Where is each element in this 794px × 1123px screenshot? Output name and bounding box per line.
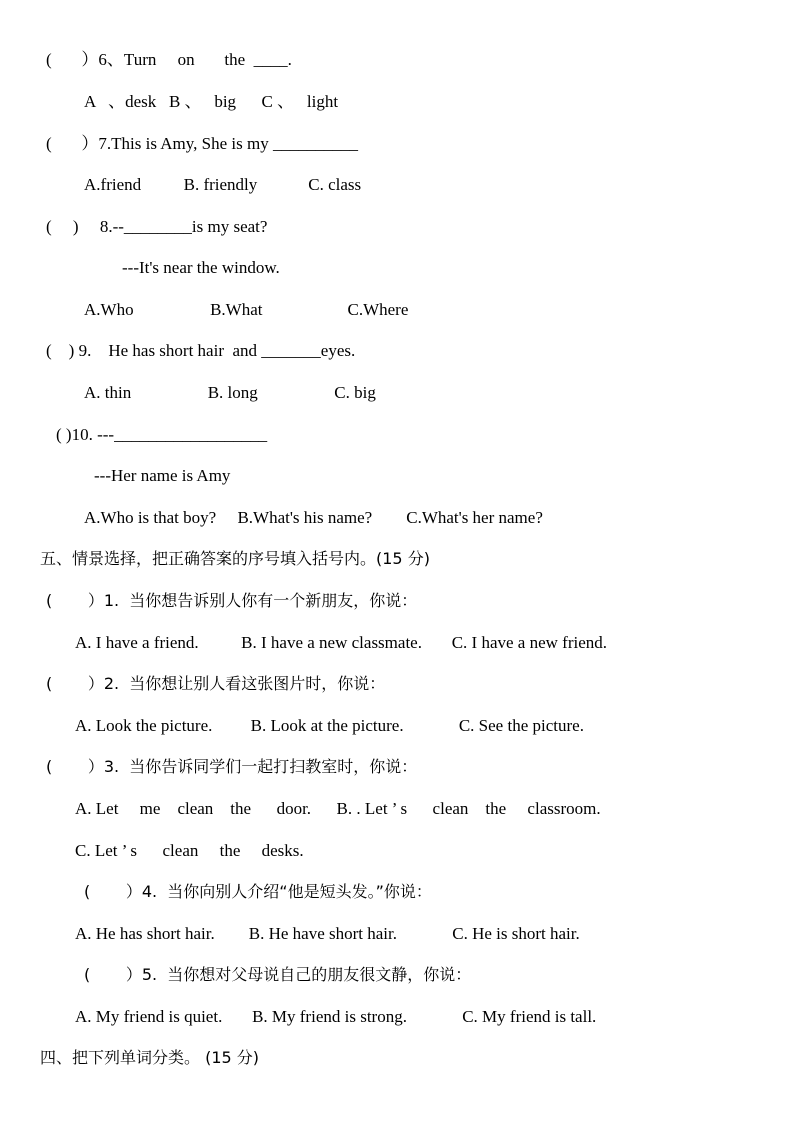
question-8: ( ) 8.--________is my seat? (46, 217, 268, 236)
question-7: ( ）7.This is Amy, She is my __________ (46, 134, 358, 153)
section-4-heading: 四、把下列单词分类。 (15 分) (40, 1048, 260, 1067)
question-6: ( ）6、Turn on the ____. (46, 50, 292, 69)
s5-question-3: ( ）3. 当你告诉同学们一起打扫教室时，你说： (46, 757, 418, 776)
question-9-options: A. thin B. long C. big (84, 383, 376, 402)
question-8-options: A.Who B.What C.Where (84, 300, 409, 319)
s5-question-5-options: A. My friend is quiet. B. My friend is strong. C. My friend is tall. (75, 1007, 597, 1026)
s5-question-3-options: A. Let me clean the door. B. . Let ’ s clean the classroom. (75, 799, 601, 818)
s5-question-4-options: A. He has short hair. B. He have short hair. C. He is short hair. (75, 924, 580, 943)
s5-question-4: ( ）4. 当你向别人介绍“他是短头发。”你说： (84, 882, 432, 901)
question-8-answer: ---It's near the window. (122, 258, 280, 277)
s5-question-5: ( ）5. 当你想对父母说自己的朋友很文静，你说： (84, 965, 472, 984)
s5-question-1: ( ）1. 当你想告诉别人你有一个新朋友，你说： (46, 591, 418, 610)
section-5-heading: 五、情景选择，把正确答案的序号填入括号内。(15 分) (40, 549, 430, 568)
question-7-options: A.friend B. friendly C. class (84, 175, 362, 194)
s5-question-2-options: A. Look the picture. B. Look at the picture. C. See the picture. (75, 716, 584, 735)
s5-question-2: ( ）2. 当你想让别人看这张图片时，你说： (46, 674, 386, 693)
question-9: ( ) 9. He has short hair and _______eyes. (46, 341, 356, 360)
question-10-options: A.Who is that boy? B.What's his name? C.What's her name? (84, 508, 543, 527)
s5-question-1-options: A. I have a friend. B. I have a new classmate. C. I have a new friend. (75, 633, 608, 652)
question-6-options: A 、desk B 、 big C 、 light (84, 92, 339, 111)
s5-question-3-options-line2: C. Let ’ s clean the desks. (75, 841, 304, 860)
question-10: ( )10. ---__________________ (56, 425, 268, 444)
question-10-answer: ---Her name is Amy (94, 466, 231, 485)
